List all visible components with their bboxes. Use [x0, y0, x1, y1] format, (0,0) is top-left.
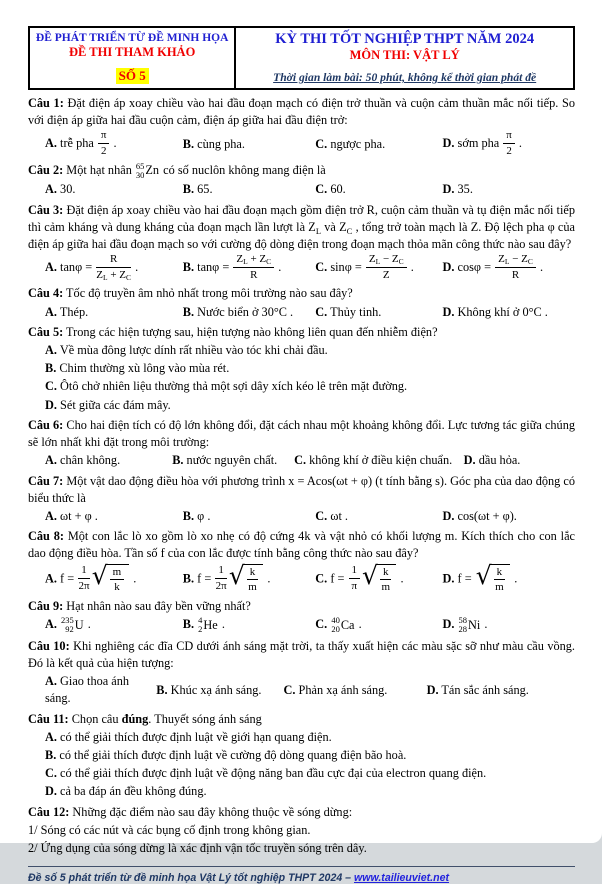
square-root [228, 560, 263, 595]
questions-list [28, 95, 575, 857]
subscript: L [375, 257, 381, 267]
mass-number: 235 [61, 615, 74, 625]
fraction-denominator: π [351, 579, 358, 592]
option-label: C. [315, 570, 328, 585]
question-stem: Câu 11: Chọn câu đúng. Thuyết sóng ánh sáng [28, 711, 262, 726]
square-root [475, 560, 510, 595]
option-B: B. có thể giải thích được định luật về cường độ dòng quang điện bão hoà. [45, 747, 407, 762]
option-A: A. chân không. [45, 453, 121, 468]
option-label: C. [315, 260, 328, 275]
option-D: D. f = √ $\frac{k}{m}$ . [442, 560, 518, 594]
option-B: B. Nước biển ở 30°C . [182, 304, 294, 319]
option-label: D. [442, 136, 455, 151]
option-label: C. [283, 682, 296, 697]
fraction-numerator: m [110, 566, 125, 581]
atomic-number: 28 [458, 624, 468, 635]
fraction-numerator: R [96, 253, 131, 268]
option-C: C. f = $\frac{1}{\pi}$ √ $\frac{k}{m}$ . [315, 560, 404, 594]
fraction-denominator: Z [382, 268, 390, 281]
atomic-number: 2 [198, 624, 203, 635]
options-row [28, 452, 575, 469]
fraction-denominator: 2 [100, 145, 107, 158]
header-left-line2: ĐỀ THI THAM KHẢO [69, 45, 196, 60]
options-row [28, 130, 575, 158]
fraction-numerator: 1 [349, 564, 361, 579]
option-D: D. dầu hỏa. [463, 453, 521, 468]
fraction-numerator: k [494, 566, 506, 581]
options-row [28, 304, 575, 321]
question-stem: Câu 9: Hạt nhân nào sau đây bền vững nhất? [28, 598, 251, 613]
nuclide [61, 616, 84, 635]
option-D: D. sớm pha $\frac{\pi}{2}$ . [442, 129, 523, 158]
question-10 [28, 638, 575, 708]
square-root [362, 560, 396, 595]
option-label: B. [45, 747, 57, 762]
option-D: D. cosφ = $\frac{Z_L - Z_C}{R}$ . [442, 253, 544, 281]
mass-number: 4 [198, 615, 203, 625]
question-stem: Câu 10: Khi nghiêng các đĩa CD dưới ánh sáng mặt trời, ta thấy xuất hiện các màu sặc sỡ như màu cầu vồng. Đó là kết quả của hiện tượng: [28, 638, 575, 670]
option-label: C. [315, 182, 328, 197]
option-label: B. [182, 136, 195, 151]
option-B: B. Chim thường xù lông vào mùa rét. [45, 361, 230, 376]
option-label: B. [182, 617, 195, 632]
fraction [110, 566, 125, 594]
radicand [107, 564, 130, 595]
options-row [28, 254, 575, 282]
footer-link[interactable]: www.tailieuviet.net [354, 872, 449, 884]
question-stem: Câu 5: Trong các hiện tượng sau, hiện tượng nào không liên quan đến nhiễm điện? [28, 324, 438, 339]
question-stem: Câu 8: Một con lắc lò xo gồm lò xo nhẹ có độ cứng 4k và vật nhỏ có khối lượng m. Kích thích cho con lắc dao động điều hòa. Tần số f của con lắc được tính bằng công thức nào sau đây? [28, 529, 575, 561]
question-stem: Câu 12: Những đặc điểm nào sau đây không thuộc về sóng dừng: [28, 804, 353, 819]
option-C: C. 40 20 Ca . [315, 615, 362, 635]
question-5 [28, 324, 575, 414]
fraction [215, 564, 227, 592]
option-A: A. f = $\frac{1}{2\pi}$ √ $\frac{m}{k}$ . [45, 560, 137, 594]
fraction-numerator: π [98, 129, 110, 144]
fraction [98, 129, 110, 157]
atomic-number: 20 [331, 624, 340, 635]
option-label: D. [442, 260, 455, 275]
option-label: D. [426, 682, 439, 697]
option-label: A. [45, 508, 57, 523]
fraction [78, 564, 90, 592]
option-label: D. [442, 570, 455, 585]
option-label: B. [182, 570, 195, 585]
fraction-denominator: $Z_L + Z_C$ [96, 268, 132, 282]
radical-sign: √ [228, 560, 245, 590]
question-stem: Câu 6: Cho hai điện tích có độ lớn không đổi, đặt cách nhau một khoảng không đổi. Lực tương tác giữa chúng sẽ lớn nhất khi đặt trong môi trường: [28, 417, 575, 450]
element-symbol: Ni [468, 617, 481, 632]
mass-number: 65 [135, 160, 145, 171]
subscript: L [103, 272, 108, 282]
subscript: C [527, 257, 533, 267]
nuclide-scripts [61, 616, 74, 635]
question-8 [28, 528, 575, 595]
subscript: L [315, 225, 322, 236]
question-number: Câu 11: [28, 711, 69, 726]
question-6 [28, 417, 575, 470]
options-row [28, 181, 575, 198]
header-left-line1: ĐỀ PHÁT TRIỂN TỪ ĐỀ MINH HỌA [35, 32, 229, 44]
option-label: D. [442, 617, 455, 632]
question-number: Câu 1: [28, 96, 64, 110]
question-number: Câu 7: [28, 473, 64, 488]
fraction-numerator: k [247, 566, 259, 581]
option-label: A. [45, 617, 57, 632]
question-number: Câu 9: [28, 598, 64, 613]
option-D: D. cả ba đáp án đều không đúng. [45, 784, 207, 799]
header-right-titles [240, 31, 569, 63]
mass-number: 40 [331, 615, 340, 625]
statement-line: 2/ Ứng dụng của sóng dừng là xác định vận tốc truyền sóng trên dây. [28, 840, 367, 855]
option-C: C. ωt . [315, 508, 349, 523]
fraction-denominator: m [381, 581, 390, 594]
question-number: Câu 10: [28, 638, 70, 653]
fraction [366, 253, 407, 281]
option-C: C. có thể giải thích được định luật về động năng ban đầu cực đại của electron quang điện. [45, 766, 487, 781]
option-D: D. Sét giữa các đám mây. [45, 397, 171, 412]
radicand [491, 564, 511, 595]
option-C: C. Phản xạ ánh sáng. [283, 682, 388, 697]
option-label: A. [45, 570, 57, 585]
option-label: D. [442, 182, 455, 197]
option-A: A. tanφ = $\frac{R}{Z_L + Z_C}$ . [45, 253, 139, 282]
option-A: A. 235 92 U . [45, 615, 91, 635]
options-row [28, 673, 575, 707]
nuclide [136, 162, 159, 181]
option-label: A. [45, 453, 57, 468]
radical-sign: √ [91, 560, 108, 590]
option-label: C. [294, 453, 307, 468]
fraction-denominator: 2 [506, 145, 512, 158]
option-label: C. [45, 379, 57, 394]
subscript: C [398, 257, 404, 267]
square-root [91, 560, 130, 595]
option-D: D. Không khí ở 0°C . [442, 304, 548, 319]
option-label: B. [182, 304, 195, 319]
option-label: D. [45, 397, 57, 412]
fraction [96, 253, 131, 281]
fraction [495, 253, 536, 281]
option-label: D. [442, 508, 455, 523]
option-label: D. [45, 784, 57, 799]
question-1 [28, 95, 575, 159]
fraction-denominator: k [114, 581, 120, 594]
options-row [28, 616, 575, 635]
options-row [28, 508, 575, 525]
header-right-cell [236, 28, 573, 88]
nuclide [459, 616, 481, 635]
option-label: C. [315, 136, 328, 151]
fraction [349, 564, 361, 592]
fraction-denominator: 2π [78, 579, 90, 592]
question-7 [28, 473, 575, 526]
element-symbol: U [74, 617, 84, 632]
element-symbol: Zn [145, 163, 160, 178]
fraction-denominator: 2π [215, 579, 227, 592]
exam-header [28, 26, 575, 90]
question-2 [28, 162, 575, 199]
fraction-denominator: m [495, 581, 504, 594]
question-stem: Câu 3: Đặt điện áp xoay chiều vào hai đầu đoạn mạch gồm điện trở R, cuộn cảm thuần và tụ điện mắc nối tiếp thì cảm kháng và dung kháng của đoạn mạch lần lượt là $Z_L$ và $Z_C$ , tổng trở toàn mạch là Z. Độ lệch pha φ của điện áp giữa hai đầu đoạn mạch so với cường độ dòng điện trong đoạn mạch thỏa mãn công thức nào sau đây? [28, 202, 575, 251]
option-C: C. sinφ = $\frac{Z_L - Z_C}{Z}$ . [315, 253, 414, 281]
option-A: A. Về mùa đông lược dính rất nhiều vào tóc khi chải đầu. [45, 343, 328, 358]
fraction-numerator: 1 [215, 564, 227, 579]
option-B: B. φ . [182, 508, 211, 523]
fraction [247, 566, 259, 594]
fraction-numerator: $Z_L - Z_C$ [366, 253, 407, 268]
question-stem: Câu 2: Một hạt nhân 65 30 Zn có số nuclôn không mang điện là [28, 160, 326, 181]
option-A: A. Thép. [45, 304, 89, 319]
option-label: B. [45, 361, 57, 376]
exam-title: KỲ THI TỐT NGHIỆP THPT NĂM 2024 [275, 31, 535, 47]
option-B: B. 4 2 He . [182, 615, 225, 635]
options-row [28, 560, 575, 595]
question-stem: Câu 4: Tốc độ truyền âm nhỏ nhất trong môi trường nào sau đây? [28, 286, 353, 301]
element-symbol: Ca [340, 617, 355, 632]
option-label: D. [463, 453, 476, 468]
option-label: B. [182, 182, 195, 197]
question-3 [28, 202, 575, 283]
subscript: L [243, 257, 248, 267]
option-B: B. nước nguyên chất. [172, 453, 278, 468]
option-D: D. cos(ωt + φ). [442, 508, 517, 523]
option-A: A. trễ pha $\frac{\pi}{2}$ . [45, 129, 117, 158]
fraction-numerator: $Z_L - Z_C$ [495, 253, 536, 268]
question-number: Câu 6: [28, 417, 64, 432]
option-label: C. [45, 766, 57, 781]
option-C: C. ngược pha. [315, 136, 386, 151]
option-D: D. 35. [442, 182, 473, 197]
fraction-denominator: R [511, 268, 520, 281]
question-number: Câu 5: [28, 324, 64, 339]
question-stem: Câu 7: Một vật dao động điều hòa với phương trình x = Acos(ωt + φ) (t tính bằng s). Góc pha của dao động có biểu thức là [28, 473, 576, 505]
option-label: B. [156, 682, 168, 697]
mass-number: 58 [458, 615, 468, 625]
radicand [244, 564, 264, 595]
option-A: A. Giao thoa ánh sáng. [45, 674, 130, 706]
subscript: C [346, 225, 353, 236]
fraction-denominator: m [248, 581, 257, 594]
option-D: D. 58 28 Ni . [442, 615, 488, 635]
atomic-number: 92 [65, 624, 74, 635]
option-A: A. có thể giải thích được định luật về giới hạn quang điện. [45, 729, 332, 744]
nuclide [331, 616, 354, 635]
option-C: C. không khí ở điều kiện chuẩn. [294, 453, 453, 468]
option-B: B. tanφ = $\frac{Z_L + Z_C}{R}$ . [182, 253, 282, 281]
fraction [503, 129, 515, 157]
option-B: B. cùng pha. [182, 136, 245, 151]
footer-divider [28, 866, 575, 867]
nuclide-scripts [331, 616, 340, 635]
option-label: C. [315, 304, 328, 319]
question-number: Câu 8: [28, 529, 64, 544]
option-label: A. [45, 260, 57, 275]
option-B: B. Khúc xạ ánh sáng. [156, 682, 262, 697]
option-A: A. ωt + φ . [45, 508, 98, 523]
nuclide-scripts [459, 616, 468, 635]
question-number: Câu 2: [28, 162, 64, 177]
option-label: B. [182, 508, 195, 523]
subject-title: MÔN THI: VẬT LÝ [349, 48, 460, 63]
question-number: Câu 12: [28, 804, 70, 819]
radical-sign: √ [362, 560, 378, 590]
fraction-numerator: k [380, 566, 392, 581]
fraction-numerator: π [503, 129, 515, 144]
statement-line: 1/ Sóng có các nút và các bụng cố định trong không gian. [28, 822, 311, 837]
bold-text: đúng [121, 711, 149, 726]
option-label: B. [182, 260, 195, 275]
option-B: B. f = $\frac{1}{2\pi}$ √ $\frac{k}{m}$ . [182, 560, 271, 594]
option-label: A. [45, 674, 57, 689]
option-label: A. [45, 304, 57, 319]
page-footer [28, 872, 575, 884]
question-number: Câu 4: [28, 286, 64, 301]
fraction-numerator: 1 [78, 564, 90, 579]
fraction-numerator: $Z_L + Z_C$ [233, 253, 274, 268]
option-label: C. [315, 508, 328, 523]
subscript: C [126, 272, 132, 282]
option-B: B. 65. [182, 182, 213, 197]
option-label: A. [45, 729, 57, 744]
option-label: B. [172, 453, 184, 468]
nuclide-scripts [198, 616, 202, 635]
fraction [494, 566, 506, 594]
header-left-cell [30, 28, 236, 88]
option-label: C. [315, 617, 328, 632]
exam-code-badge: SỐ 5 [116, 68, 149, 84]
option-label: A. [45, 136, 57, 151]
fraction-denominator: R [250, 268, 258, 281]
subscript: L [504, 257, 510, 267]
fraction [380, 566, 392, 594]
option-label: A. [45, 182, 57, 197]
option-C: C. Thủy tinh. [315, 304, 382, 319]
question-9 [28, 598, 575, 635]
header-left-titles [32, 31, 232, 61]
question-4 [28, 285, 575, 320]
footer-text: Đề số 5 phát triển từ đề minh họa Vật Lý tốt nghiệp THPT 2024 – [28, 872, 355, 884]
exam-duration: Thời gian làm bài: 50 phút, không kể thời gian phát đề [273, 71, 537, 84]
element-symbol: He [203, 617, 218, 632]
nuclide [198, 616, 218, 635]
option-D: D. Tán sắc ánh sáng. [426, 682, 529, 697]
radical-sign: √ [475, 560, 492, 590]
radicand [377, 564, 397, 595]
subscript: C [266, 257, 272, 267]
question-number: Câu 3: [28, 202, 64, 217]
option-C: C. 60. [315, 182, 346, 197]
question-stem: Câu 1: Đặt điện áp xoay chiều vào hai đầu đoạn mạch có điện trở thuần và cuộn cảm thuần mắc nối tiếp. So với điện áp giữa hai đầu cuộn cảm, điện áp giữa hai đầu điện trở: [28, 96, 576, 128]
option-C: C. Ôtô chở nhiên liệu thường thả một sợi dây xích kéo lê trên mặt đường. [45, 379, 408, 394]
option-label: D. [442, 304, 455, 319]
fraction [233, 253, 274, 281]
nuclide-scripts [136, 162, 145, 181]
option-A: A. 30. [45, 182, 76, 197]
option-label: A. [45, 343, 57, 358]
atomic-number: 30 [135, 170, 145, 181]
question-11 [28, 711, 575, 801]
